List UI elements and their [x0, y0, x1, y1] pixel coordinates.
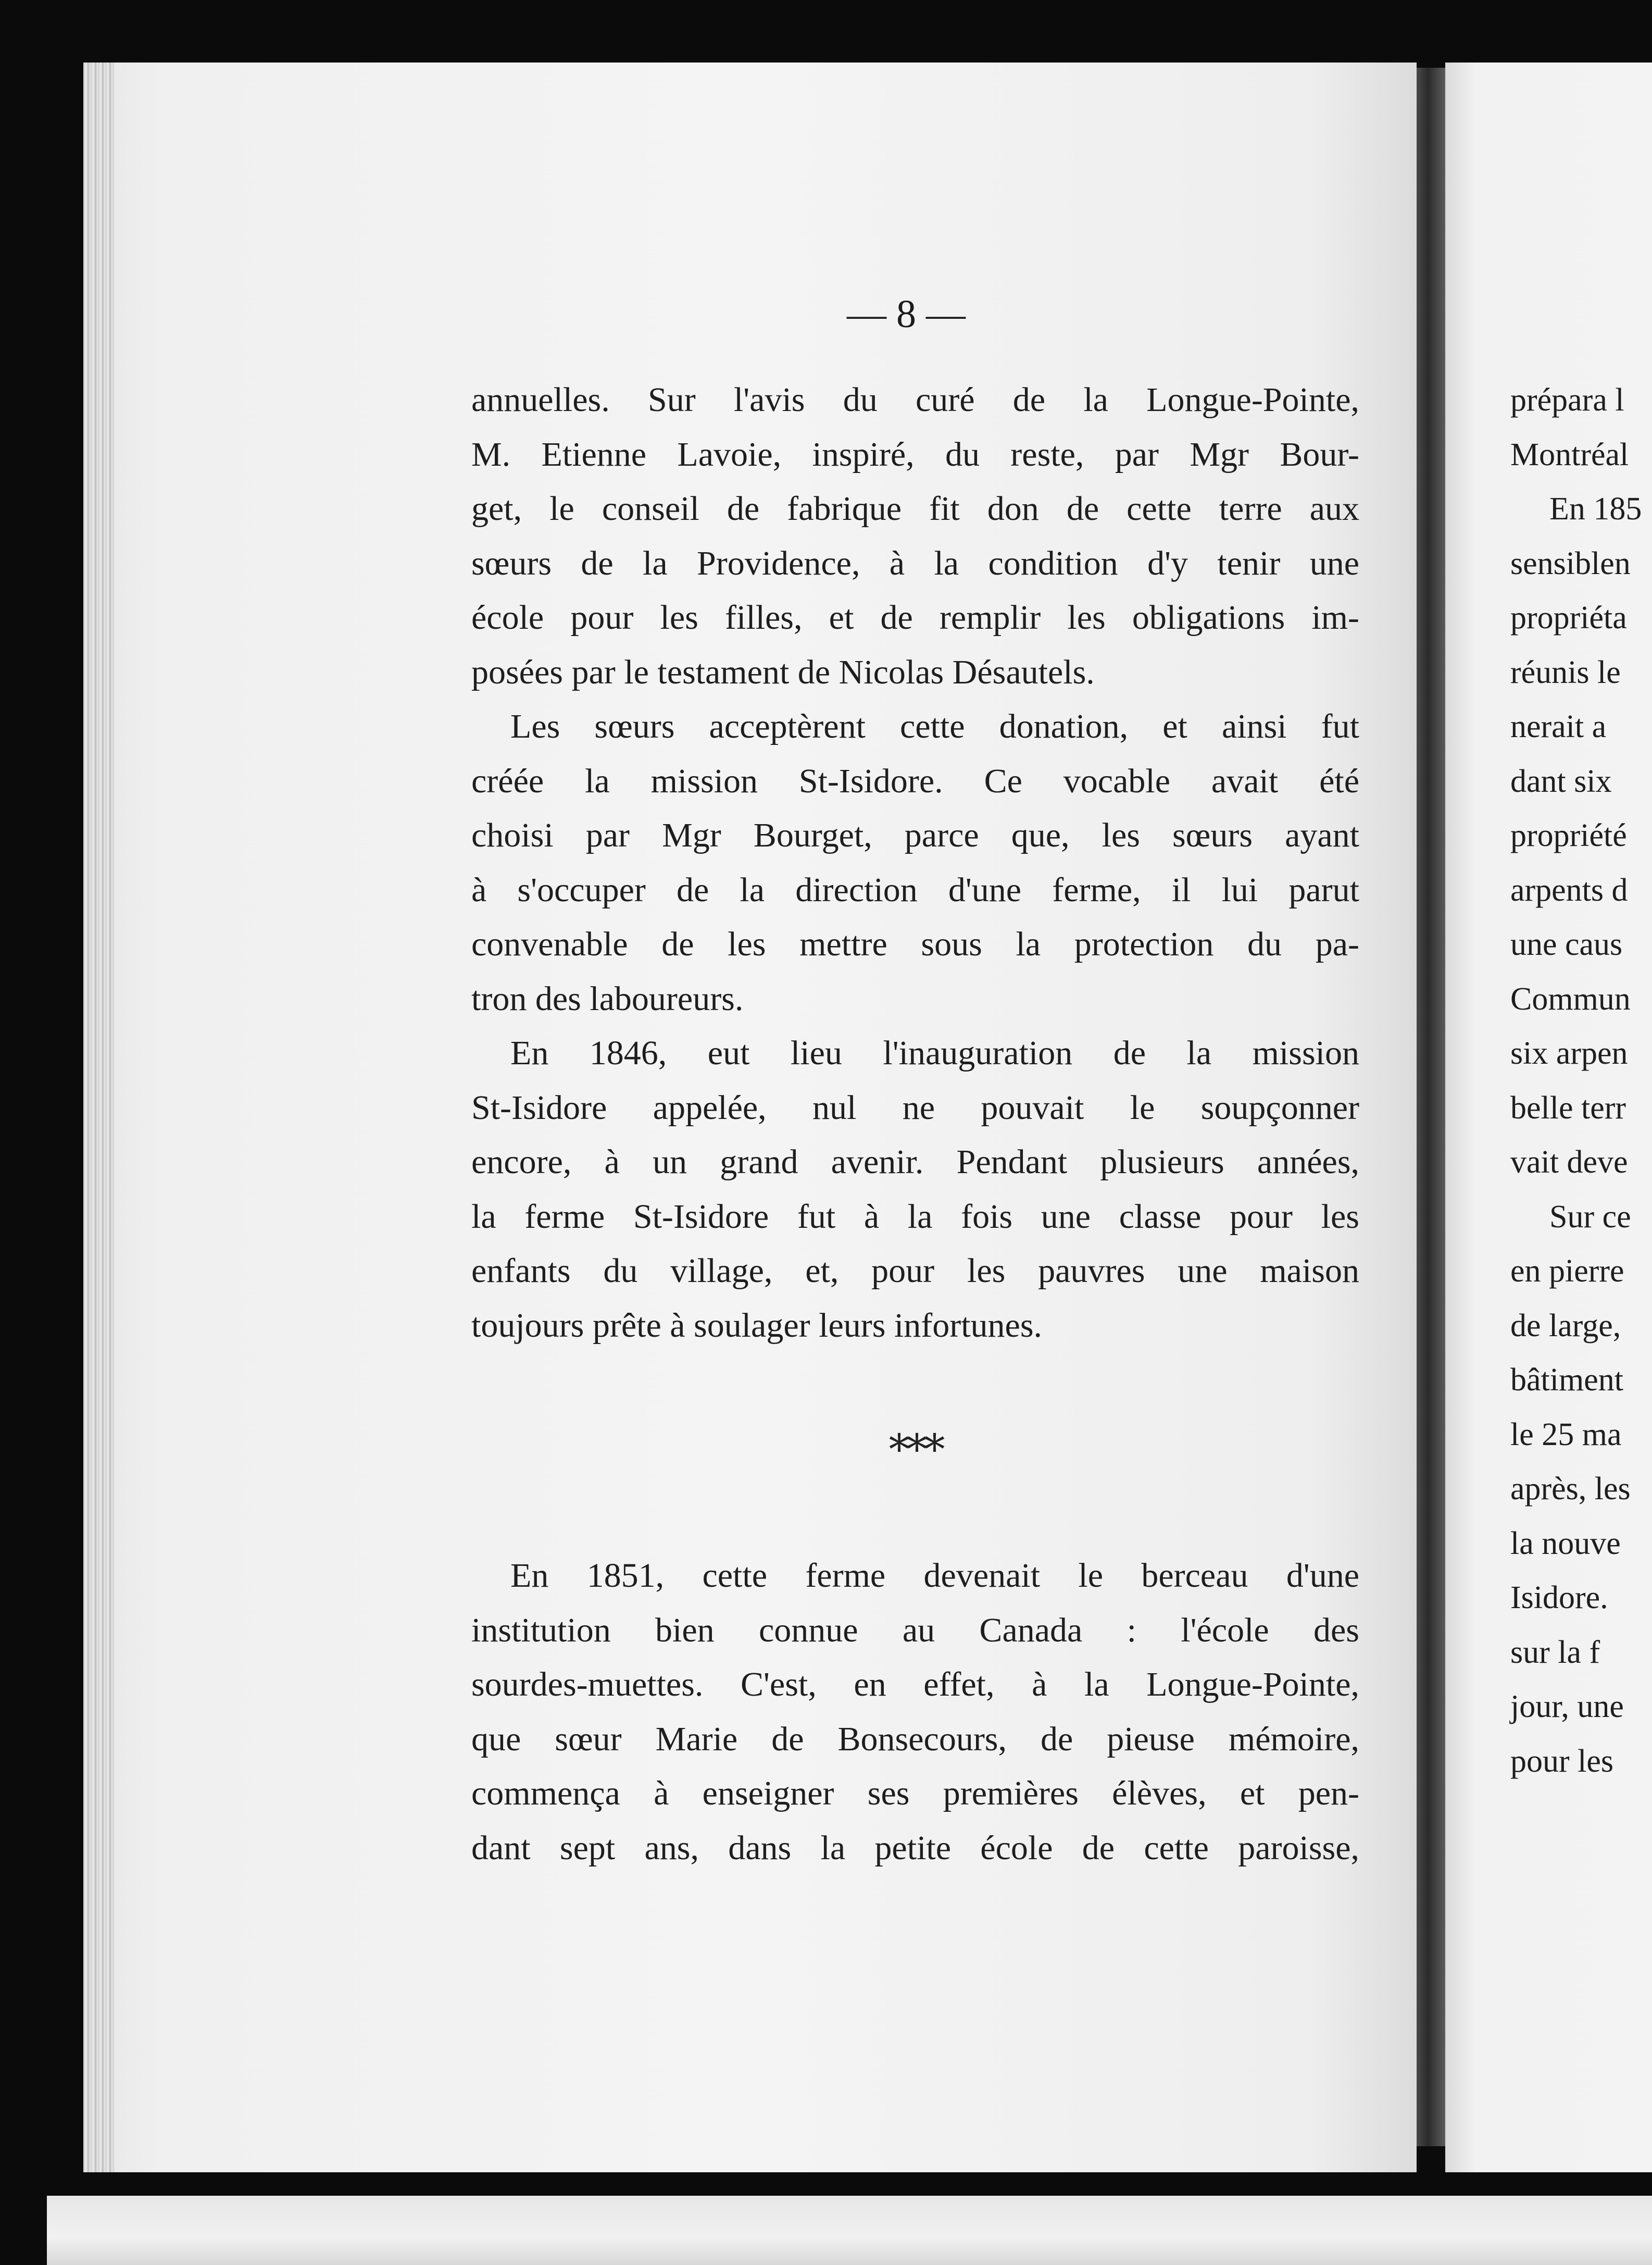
- text-line: vait deve: [1510, 1144, 1628, 1180]
- text-line: toujours prête à soulager leurs infortunes.: [471, 1306, 1043, 1345]
- text-line: sensiblen: [1510, 545, 1631, 581]
- text-line: Isidore.: [1510, 1580, 1608, 1615]
- left-page-text: [471, 373, 1359, 1875]
- text-line: enfants du village, et, pour les pauvres une maison: [471, 1252, 1359, 1290]
- text-line: convenable de les mettre sous la protection du pa-: [471, 925, 1359, 963]
- text-line: annuelles. Sur l'avis du curé de la Longue-Pointe,: [471, 381, 1359, 419]
- text-line: six arpen: [1510, 1036, 1628, 1071]
- text-line: à s'occuper de la direction d'une ferme, il lui parut: [471, 870, 1359, 909]
- text-line: après, les: [1510, 1471, 1631, 1507]
- text-line: Montréal: [1510, 437, 1629, 472]
- text-line: institution bien connue au Canada : l'école des: [471, 1611, 1359, 1649]
- text-line: encore, à un grand avenir. Pendant plusieurs années,: [471, 1143, 1359, 1181]
- text-line: sur la f: [1510, 1634, 1600, 1670]
- page-number: — 8 —: [847, 292, 966, 336]
- text-line: de large,: [1510, 1308, 1621, 1343]
- text-line: en pierre: [1510, 1253, 1624, 1289]
- text-line: propriéta: [1510, 600, 1627, 636]
- text-line: tron des laboureurs.: [471, 979, 744, 1018]
- text-line: Les sœurs acceptèrent cette donation, et ainsi fut: [510, 707, 1359, 745]
- text-line: que sœur Marie de Bonsecours, de pieuse mémoire,: [471, 1720, 1359, 1758]
- asterism: ⁎⁎⁎: [888, 1414, 942, 1460]
- section-break: [471, 1353, 1359, 1549]
- text-line: la nouve: [1510, 1525, 1621, 1561]
- text-line: choisi par Mgr Bourget, parce que, les sœurs ayant: [471, 816, 1359, 854]
- book-spine: [1417, 68, 1445, 2146]
- text-line: école pour les filles, et de remplir les obligations im-: [471, 599, 1359, 637]
- text-line: dant sept ans, dans la petite école de cette paroisse,: [471, 1828, 1359, 1867]
- text-line: jour, une: [1510, 1689, 1624, 1724]
- text-line: nerait a: [1510, 709, 1607, 744]
- text-line: En 1846, eut lieu l'inauguration de la mission: [510, 1034, 1359, 1072]
- text-line: propriété: [1510, 818, 1627, 853]
- text-line: commença à enseigner ses premières élèves, et pen-: [471, 1774, 1359, 1812]
- text-line: En 1851, cette ferme devenait le berceau d'une: [510, 1557, 1359, 1595]
- text-line: réunis le: [1510, 654, 1621, 690]
- text-line: arpents d: [1510, 872, 1628, 908]
- text-line: posées par le testament de Nicolas Désautels.: [471, 653, 1095, 691]
- text-line: prépara l: [1510, 382, 1624, 418]
- text-line: une caus: [1510, 927, 1623, 962]
- next-spread-edge: [47, 2196, 1652, 2265]
- text-line: pour les: [1510, 1743, 1614, 1779]
- page-edges: [83, 63, 115, 2172]
- text-line: le 25 ma: [1510, 1416, 1622, 1452]
- text-line: St-Isidore appelée, nul ne pouvait le soupçonner: [471, 1088, 1359, 1127]
- text-line: M. Etienne Lavoie, inspiré, du reste, par Mgr Bour-: [471, 435, 1359, 474]
- right-page-text: [1510, 373, 1652, 1788]
- text-line: bâtiment: [1510, 1362, 1623, 1398]
- text-line: Commun: [1510, 981, 1631, 1017]
- text-line: belle terr: [1510, 1090, 1626, 1126]
- text-line: sœurs de la Providence, à la condition d'y tenir une: [471, 544, 1359, 582]
- text-line: En 185: [1549, 491, 1642, 527]
- text-line: sourdes-muettes. C'est, en effet, à la Longue-Pointe,: [471, 1665, 1359, 1703]
- text-line: la ferme St-Isidore fut à la fois une classe pour les: [471, 1197, 1359, 1236]
- text-line: dant six: [1510, 763, 1612, 799]
- text-line: get, le conseil de fabrique fit don de cette terre aux: [471, 490, 1359, 528]
- text-line: Sur ce: [1549, 1199, 1631, 1235]
- text-line: créée la mission St-Isidore. Ce vocable avait été: [471, 762, 1359, 800]
